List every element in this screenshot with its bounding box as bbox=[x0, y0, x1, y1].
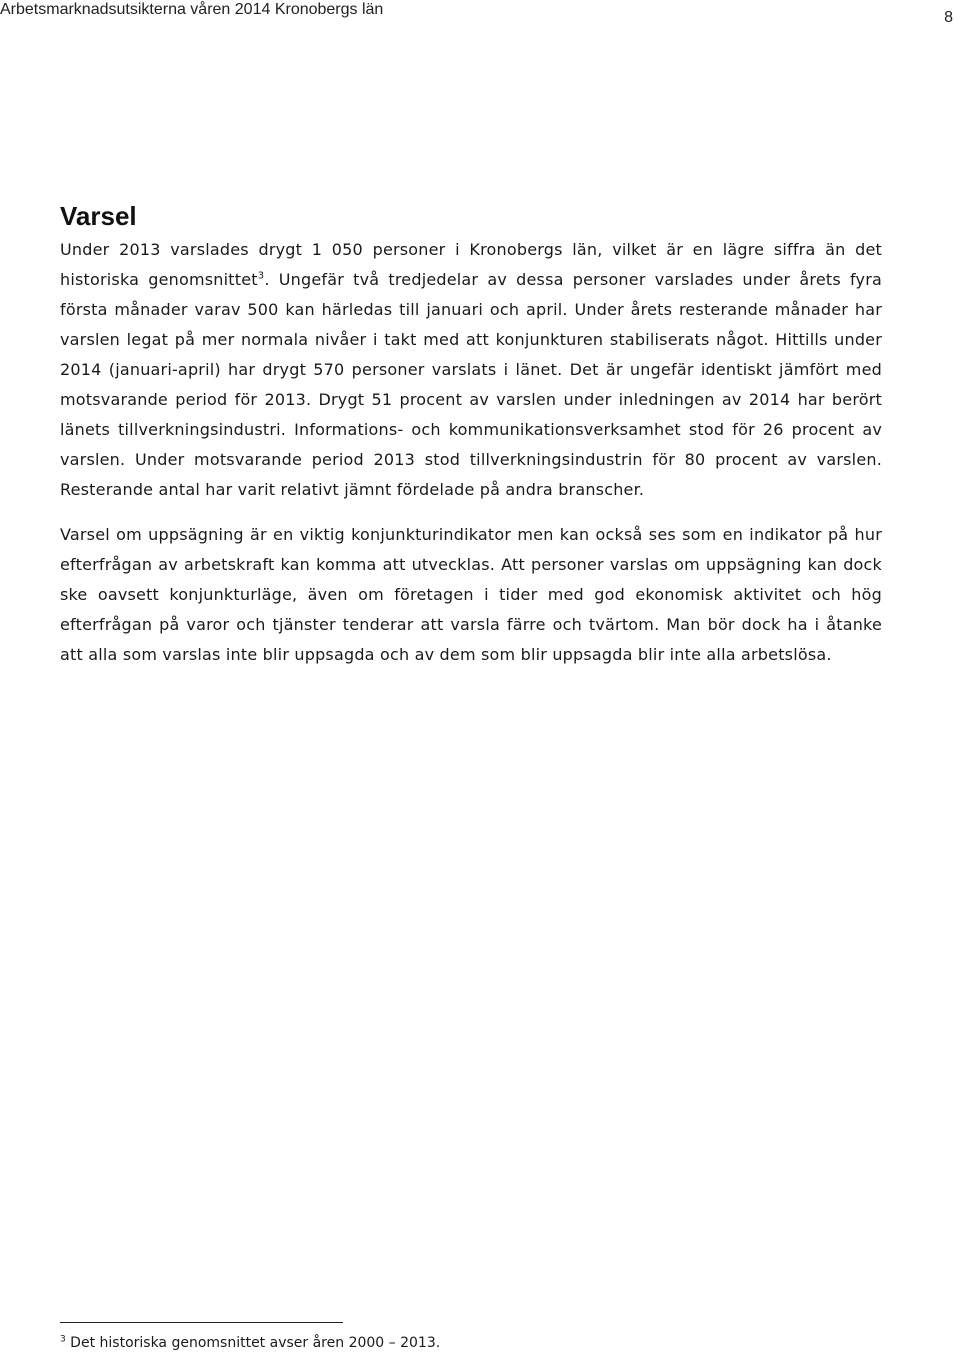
running-header-title: Arbetsmarknadsutsikterna våren 2014 Kronobergs län bbox=[0, 1, 384, 18]
footnote-number: 3 bbox=[60, 1334, 66, 1345]
section-title: Varsel bbox=[60, 201, 137, 231]
footnote-reference[interactable]: 3 bbox=[257, 270, 265, 282]
paragraph-1-text-b: . Ungefär två tredjedelar av dessa personer varslades under årets fyra första månader varav 500 kan härledas till januari och april. Under årets resterande månader har varslen legat på mer normala nivåer i takt med att konjunkturen stabiliserats något. Hittills under 2014 (januari-april) har drygt 570 personer varslats i länet. Det är ungefär identiskt jämfört med motsvarande period för 2013. Drygt 51 procent av varslen under inledningen av 2014 har berört länets tillverkningsindustri. Informations- och kommunikationsverksamhet stod för 26 procent av varslen. Under motsvarande period 2013 stod tillverkningsindustrin för 80 procent av varslen. Resterande antal har varit relativt jämnt fördelade på andra branscher. bbox=[60, 270, 883, 499]
body-paragraph-1 bbox=[60, 235, 882, 505]
footnote-text: Det historiska genomsnittet avser åren 2000 – 2013. bbox=[65, 1335, 441, 1351]
footnote-divider bbox=[60, 1322, 343, 1323]
footnote bbox=[60, 1334, 440, 1352]
body-paragraph-2: Varsel om uppsägning är en viktig konjunkturindikator men kan också ses som en indikator på hur efterfrågan av arbetskraft kan komma att utvecklas. Att personer varslas om uppsägning kan dock ske oavsett konjunkturläge, även om företagen i tider med god ekonomisk aktivitet och hög efterfrågan på varor och tjänster tenderar att varsla färre och tvärtom. Man bör dock ha i åtanke att alla som varslas inte blir uppsagda och av dem som blir uppsagda blir inte alla arbetslösa. bbox=[60, 525, 882, 664]
paragraph-1-text-a: Under 2013 varslades drygt 1 050 personer i Kronobergs län, vilket är en lägre siffra än det historiska genomsnittet bbox=[60, 240, 882, 289]
page-number: 8 bbox=[944, 9, 953, 26]
